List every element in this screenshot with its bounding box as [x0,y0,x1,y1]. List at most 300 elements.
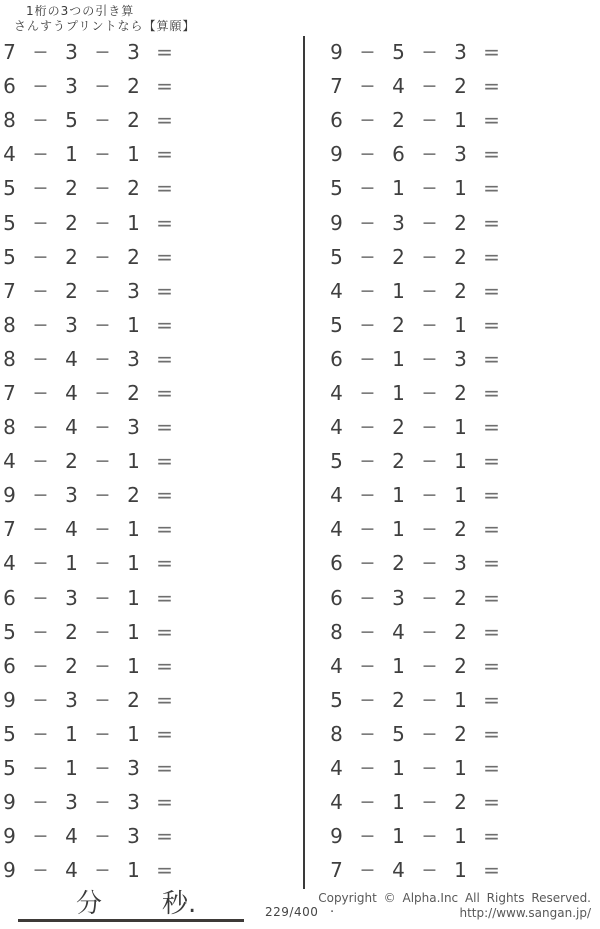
operand-1: 7 [3,517,16,542]
minus-sign: − [32,722,49,745]
operand-1: 4 [330,790,343,815]
problem-row [321,410,507,444]
operand-3: 3 [454,142,467,167]
problem-row [0,103,180,137]
operand-3: 3 [127,346,140,371]
operand-3: 1 [127,585,140,610]
equals-sign: = [483,483,500,508]
minus-sign: − [359,518,376,541]
problem-row [0,581,180,615]
operand-2: 3 [65,312,78,337]
operand-1: 9 [3,824,16,849]
operand-3: 1 [454,449,467,474]
equals-sign: = [156,415,173,440]
copyright-block [318,891,591,921]
operand-3: 2 [454,790,467,815]
minus-sign: − [32,313,49,336]
minus-sign: − [359,620,376,643]
equals-sign: = [156,278,173,303]
minus-sign: − [94,143,111,166]
operand-1: 6 [3,585,16,610]
operand-3: 1 [127,721,140,746]
minus-sign: − [94,620,111,643]
equals-sign: = [483,312,500,337]
operand-3: 3 [127,40,140,65]
minus-sign: − [421,450,438,473]
minus-sign: − [359,484,376,507]
minus-sign: − [94,416,111,439]
problem-row [321,853,507,887]
minus-sign: − [421,859,438,882]
operand-3: 2 [454,585,467,610]
operand-1: 7 [3,380,16,405]
minus-sign: − [421,688,438,711]
minus-sign: − [32,109,49,132]
operand-2: 4 [65,858,78,883]
problem-row [0,819,180,853]
operand-2: 5 [65,108,78,133]
minus-sign: − [32,859,49,882]
equals-sign: = [483,551,500,576]
problem-row [0,342,180,376]
minus-sign: − [94,722,111,745]
equals-sign: = [483,244,500,269]
problem-row [0,410,180,444]
worksheet-header [14,4,196,33]
equals-sign: = [156,380,173,405]
equals-sign: = [156,756,173,781]
operand-1: 8 [3,312,16,337]
operand-3: 2 [454,244,467,269]
problem-row [321,35,507,69]
operand-2: 2 [65,176,78,201]
copyright-text: Copyright © Alpha.Inc All Rights Reserved. [318,891,591,905]
problem-row [0,751,180,785]
equals-sign: = [483,517,500,542]
equals-sign: = [483,824,500,849]
equals-sign: = [156,824,173,849]
problem-row [321,546,507,580]
operand-3: 1 [454,858,467,883]
operand-3: 1 [454,483,467,508]
minus-sign: − [421,552,438,575]
operand-2: 4 [65,824,78,849]
minus-sign: − [359,381,376,404]
minus-sign: − [94,688,111,711]
equals-sign: = [483,721,500,746]
operand-1: 9 [330,824,343,849]
equals-sign: = [483,74,500,99]
equals-sign: = [156,551,173,576]
operand-2: 3 [65,74,78,99]
operand-3: 3 [127,415,140,440]
operand-3: 1 [127,449,140,474]
minus-sign: − [359,75,376,98]
operand-2: 4 [392,619,405,644]
equals-sign: = [483,278,500,303]
operand-1: 9 [3,687,16,712]
minus-sign: − [94,825,111,848]
equals-sign: = [156,176,173,201]
operand-2: 1 [392,824,405,849]
minus-sign: − [359,450,376,473]
operand-1: 9 [330,142,343,167]
operand-2: 2 [65,210,78,235]
problem-row [0,444,180,478]
operand-3: 1 [127,551,140,576]
problem-row [321,444,507,478]
minus-sign: − [421,654,438,677]
operand-2: 4 [392,858,405,883]
operand-1: 4 [3,142,16,167]
problem-row [321,717,507,751]
operand-3: 2 [127,176,140,201]
operand-1: 8 [330,619,343,644]
operand-1: 8 [3,108,16,133]
minus-sign: − [32,279,49,302]
minus-sign: − [32,620,49,643]
operand-3: 1 [454,312,467,337]
operand-1: 4 [3,551,16,576]
minus-sign: − [32,75,49,98]
equals-sign: = [483,790,500,815]
operand-2: 5 [392,40,405,65]
operand-2: 1 [65,551,78,576]
problem-row [0,512,180,546]
operand-3: 1 [127,619,140,644]
operand-2: 4 [392,74,405,99]
operand-1: 7 [3,40,16,65]
operand-3: 2 [454,653,467,678]
operand-2: 1 [392,380,405,405]
operand-2: 1 [392,176,405,201]
problem-row [0,308,180,342]
operand-3: 2 [454,278,467,303]
operand-1: 6 [330,108,343,133]
equals-sign: = [156,858,173,883]
equals-sign: = [483,176,500,201]
problem-row [321,240,507,274]
minus-sign: − [32,347,49,370]
equals-sign: = [156,619,173,644]
minus-sign: − [32,484,49,507]
problem-row [321,69,507,103]
operand-2: 3 [65,40,78,65]
minus-sign: − [359,586,376,609]
minus-sign: − [32,825,49,848]
operand-2: 2 [65,278,78,303]
operand-3: 1 [454,756,467,781]
operand-1: 5 [3,721,16,746]
operand-3: 2 [454,380,467,405]
minus-sign: − [32,41,49,64]
operand-3: 2 [454,74,467,99]
minus-sign: − [32,450,49,473]
operand-2: 3 [65,483,78,508]
equals-sign: = [156,790,173,815]
problem-row [321,342,507,376]
operand-3: 1 [127,210,140,235]
operand-3: 3 [127,278,140,303]
equals-sign: = [483,108,500,133]
operand-1: 5 [330,244,343,269]
operand-2: 4 [65,380,78,405]
minus-sign: − [94,109,111,132]
problem-row [0,376,180,410]
problem-row [321,683,507,717]
minus-sign: − [94,313,111,336]
equals-sign: = [483,40,500,65]
operand-1: 5 [3,176,16,201]
operand-2: 2 [392,415,405,440]
minus-sign: − [94,75,111,98]
operand-1: 5 [3,756,16,781]
minus-sign: − [359,552,376,575]
minus-sign: − [359,177,376,200]
minus-sign: − [94,859,111,882]
operand-1: 6 [3,74,16,99]
equals-sign: = [483,585,500,610]
operand-2: 4 [65,346,78,371]
equals-sign: = [156,312,173,337]
minus-sign: − [421,313,438,336]
operand-3: 1 [127,653,140,678]
operand-1: 9 [3,790,16,815]
minus-sign: − [94,347,111,370]
minus-sign: − [359,143,376,166]
equals-sign: = [156,244,173,269]
equals-sign: = [483,449,500,474]
operand-2: 4 [65,415,78,440]
page-number: 229/400 [265,905,319,919]
copyright-url: http://www.sangan.jp/ [459,906,591,920]
operand-1: 4 [330,415,343,440]
operand-1: 9 [3,858,16,883]
operand-1: 5 [330,449,343,474]
problem-row [321,751,507,785]
minus-sign: − [359,859,376,882]
operand-1: 4 [330,483,343,508]
minus-sign: − [94,791,111,814]
minus-sign: − [421,620,438,643]
problem-row [0,137,180,171]
minus-sign: − [359,757,376,780]
operand-3: 2 [127,687,140,712]
equals-sign: = [156,210,173,235]
operand-1: 9 [330,40,343,65]
problem-row [321,376,507,410]
operand-2: 2 [65,449,78,474]
minus-sign: − [421,416,438,439]
operand-3: 1 [454,176,467,201]
operand-3: 3 [454,346,467,371]
minus-sign: − [421,757,438,780]
minus-sign: − [94,279,111,302]
minus-sign: − [421,143,438,166]
operand-2: 1 [392,756,405,781]
minus-sign: − [32,552,49,575]
equals-sign: = [483,858,500,883]
minus-sign: − [94,654,111,677]
problem-row [321,478,507,512]
operand-3: 2 [127,74,140,99]
equals-sign: = [483,142,500,167]
operand-1: 5 [3,244,16,269]
minus-sign: − [32,143,49,166]
operand-1: 6 [330,585,343,610]
equals-sign: = [156,74,173,99]
problem-row [321,649,507,683]
operand-3: 1 [454,824,467,849]
operand-1: 6 [3,653,16,678]
operand-3: 1 [127,858,140,883]
footer-dot: . [330,901,335,916]
problem-row [0,171,180,205]
operand-1: 9 [330,210,343,235]
equals-sign: = [483,619,500,644]
operand-1: 8 [330,721,343,746]
minus-sign: − [359,313,376,336]
problem-row [0,683,180,717]
operand-1: 5 [3,619,16,644]
operand-2: 2 [65,244,78,269]
operand-2: 1 [65,142,78,167]
minus-sign: − [359,791,376,814]
minus-sign: − [421,347,438,370]
problem-row [0,240,180,274]
operand-1: 8 [3,415,16,440]
minus-sign: − [32,654,49,677]
minus-sign: − [359,825,376,848]
minus-sign: − [94,586,111,609]
equals-sign: = [156,721,173,746]
problem-row [0,205,180,239]
minus-sign: − [421,791,438,814]
minus-sign: − [32,416,49,439]
problem-row [321,785,507,819]
problem-row [0,69,180,103]
minus-sign: − [94,41,111,64]
problem-row [0,853,180,887]
equals-sign: = [156,483,173,508]
operand-2: 2 [392,551,405,576]
equals-sign: = [156,517,173,542]
operand-2: 5 [392,721,405,746]
operand-1: 4 [330,517,343,542]
operand-2: 4 [65,517,78,542]
minus-sign: − [421,586,438,609]
operand-3: 2 [127,380,140,405]
operand-2: 6 [392,142,405,167]
problem-row [321,615,507,649]
operand-1: 7 [330,858,343,883]
problem-row [0,546,180,580]
minus-sign: − [359,245,376,268]
problem-row [321,819,507,853]
operand-2: 1 [392,790,405,815]
equals-sign: = [156,653,173,678]
operand-2: 2 [392,312,405,337]
operand-3: 2 [127,483,140,508]
operand-1: 6 [330,551,343,576]
operand-2: 3 [65,687,78,712]
operand-1: 5 [330,176,343,201]
minus-sign: − [32,688,49,711]
problem-row [321,308,507,342]
problem-row [0,478,180,512]
problems-column-right [321,35,507,887]
seconds-label: 秒. [162,889,197,919]
operand-1: 4 [330,653,343,678]
minus-sign: − [32,245,49,268]
operand-2: 2 [392,449,405,474]
equals-sign: = [156,108,173,133]
minus-sign: − [421,211,438,234]
operand-2: 3 [392,585,405,610]
operand-3: 2 [454,619,467,644]
minus-sign: − [359,109,376,132]
operand-3: 3 [127,824,140,849]
minus-sign: − [32,381,49,404]
equals-sign: = [483,415,500,440]
minus-sign: − [359,654,376,677]
minus-sign: − [359,722,376,745]
operand-1: 5 [3,210,16,235]
minus-sign: − [94,381,111,404]
operand-2: 3 [392,210,405,235]
worksheet-subtitle: さんすうプリントなら【算願】 [14,18,196,33]
minus-sign: − [359,211,376,234]
problem-row [321,137,507,171]
operand-3: 1 [454,687,467,712]
minus-sign: − [421,279,438,302]
minus-sign: − [94,552,111,575]
operand-3: 1 [127,312,140,337]
minus-sign: − [421,41,438,64]
equals-sign: = [156,40,173,65]
minutes-label: 分 [76,889,103,919]
minus-sign: − [32,791,49,814]
minus-sign: − [94,484,111,507]
minus-sign: − [359,279,376,302]
minus-sign: − [421,381,438,404]
problem-row [0,717,180,751]
equals-sign: = [483,380,500,405]
operand-3: 3 [127,790,140,815]
minus-sign: − [94,245,111,268]
operand-2: 1 [392,346,405,371]
operand-2: 1 [65,721,78,746]
operand-1: 7 [330,74,343,99]
problem-row [321,512,507,546]
equals-sign: = [483,346,500,371]
minus-sign: − [359,41,376,64]
operand-3: 2 [127,108,140,133]
operand-2: 3 [65,585,78,610]
equals-sign: = [156,585,173,610]
minus-sign: − [359,347,376,370]
operand-2: 3 [65,790,78,815]
operand-2: 2 [392,687,405,712]
time-entry-line [18,888,244,922]
minus-sign: − [32,518,49,541]
operand-1: 4 [3,449,16,474]
equals-sign: = [483,210,500,235]
operand-1: 7 [3,278,16,303]
operand-3: 2 [127,244,140,269]
problem-row [321,274,507,308]
operand-3: 1 [454,415,467,440]
